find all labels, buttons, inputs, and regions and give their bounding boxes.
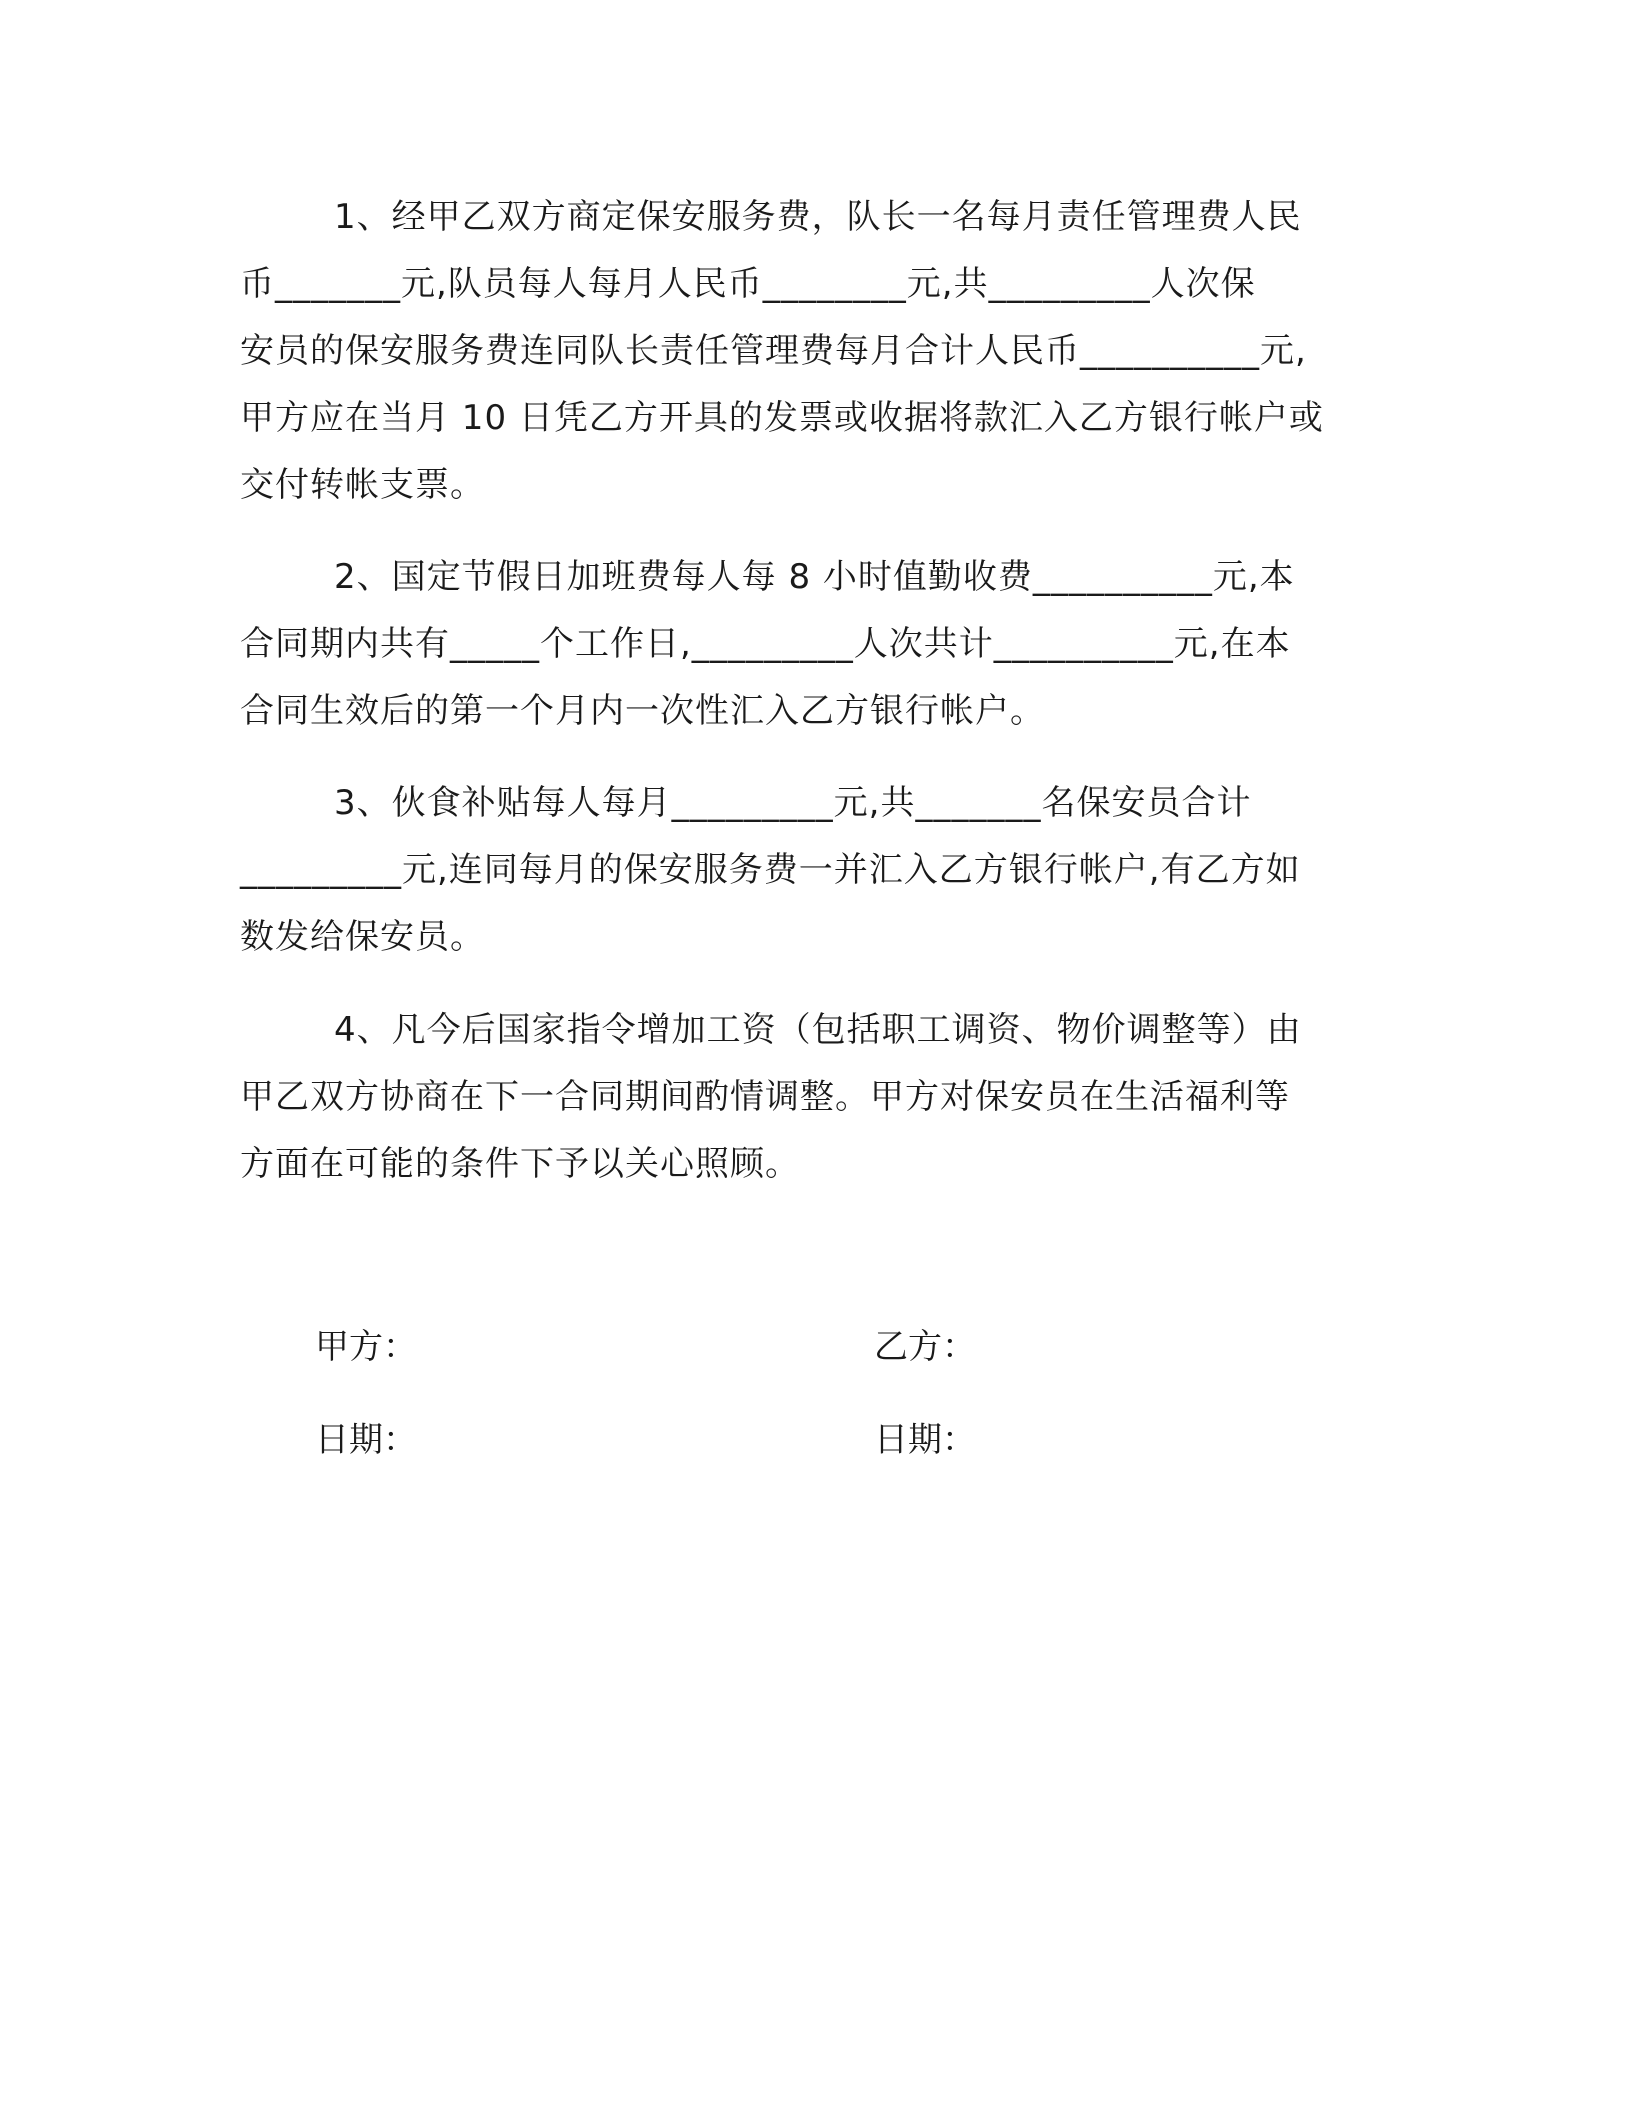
clause-1-line-3: 安员的保安服务费连同队长责任管理费每月合计人民币__________元, xyxy=(240,331,1307,371)
clause-1-line-4: 甲方应在当月 10 日凭乙方开具的发票或收据将款汇入乙方银行帐户或 xyxy=(240,398,1324,438)
clause-2-line-2: 合同期内共有_____个工作日,_________人次共计__________元,在本 xyxy=(240,624,1291,664)
clause-2-line-1: 2、国定节假日加班费每人每 8 小时值勤收费__________元,本 xyxy=(334,557,1295,597)
party-b-label: 乙方： xyxy=(874,1327,976,1367)
clause-4-line-3: 方面在可能的条件下予以关心照顾。 xyxy=(240,1144,800,1184)
clause-4-line-2: 甲乙双方协商在下一合同期间酌情调整。甲方对保安员在生活福利等 xyxy=(240,1077,1290,1117)
party-a-label: 甲方： xyxy=(315,1327,417,1367)
clause-3-line-2: _________元,连同每月的保安服务费一并汇入乙方银行帐户,有乙方如 xyxy=(240,850,1301,890)
party-a-date-label: 日期： xyxy=(315,1420,417,1460)
clause-2-line-3: 合同生效后的第一个月内一次性汇入乙方银行帐户。 xyxy=(240,691,1045,731)
clause-1-line-1: 1、经甲乙双方商定保安服务费，队长一名每月责任管理费人民 xyxy=(334,197,1302,237)
clause-1-line-2: 币_______元,队员每人每月人民币________元,共_________人次保 xyxy=(240,264,1256,304)
clause-3-line-1: 3、伙食补贴每人每月_________元,共_______名保安员合计 xyxy=(334,783,1252,823)
clause-4-line-1: 4、凡今后国家指令增加工资（包括职工调资、物价调整等）由 xyxy=(334,1010,1302,1050)
clause-3-line-3: 数发给保安员。 xyxy=(240,917,485,957)
party-b-date-label: 日期： xyxy=(874,1420,976,1460)
clause-1-line-5: 交付转帐支票。 xyxy=(240,465,485,505)
